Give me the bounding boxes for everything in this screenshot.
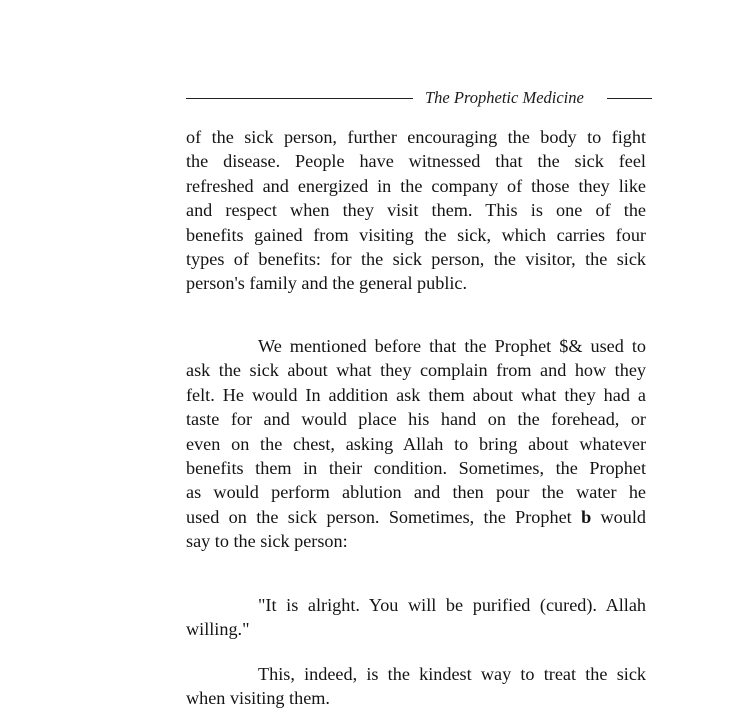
quote-paragraph: [186, 593, 646, 642]
text-line-with-symbol: [186, 505, 646, 529]
text-line: refreshed and energized in the company of those they like: [186, 175, 646, 196]
text-line: willing.": [186, 619, 250, 640]
text-line: felt. He would In addition ask them about what they had a: [186, 384, 646, 405]
paragraph-1: [186, 125, 646, 296]
text-line: This, indeed, is the kindest way to treat the sick: [258, 664, 646, 684]
text-line: benefits them in their condition. Sometimes, the Prophet: [186, 458, 646, 479]
text-line: taste for and would place his hand on the forehead, or: [186, 409, 646, 430]
text-segment: used on the sick person. Sometimes, the Prophet: [186, 506, 572, 527]
text-line: and respect when they visit them. This is one of the: [186, 200, 646, 221]
text-line: We mentioned before that the Prophet $& used to: [258, 336, 646, 356]
text-line: even on the chest, asking Allah to bring about whatever: [186, 433, 646, 454]
honorific-symbol: b: [581, 506, 592, 527]
paragraph-2: [186, 334, 646, 554]
text-line: as would perform ablution and then pour the water he: [186, 482, 646, 503]
paragraph-4: [186, 662, 646, 711]
text-segment: would: [600, 506, 647, 527]
text-line: person's family and the general public.: [186, 273, 468, 294]
text-line: "It is alright. You will be purified (cured). Allah: [258, 595, 646, 615]
text-line: benefits gained from visiting the sick, which carries four: [186, 224, 646, 245]
text-line: ask the sick about what they complain from and how they: [186, 360, 646, 381]
text-line: say to the sick person:: [186, 531, 348, 552]
text-line: of the sick person, further encouraging the body to fight: [186, 127, 646, 147]
header-rule-right: [607, 98, 652, 99]
text-line: the disease. People have witnessed that the sick feel: [186, 151, 646, 172]
running-title: The Prophetic Medicine: [425, 88, 584, 107]
text-line: when visiting them.: [186, 688, 330, 709]
header-rule-left: [186, 98, 413, 99]
running-header: [186, 88, 652, 110]
text-line: types of benefits: for the sick person, the visitor, the sick: [186, 249, 646, 270]
